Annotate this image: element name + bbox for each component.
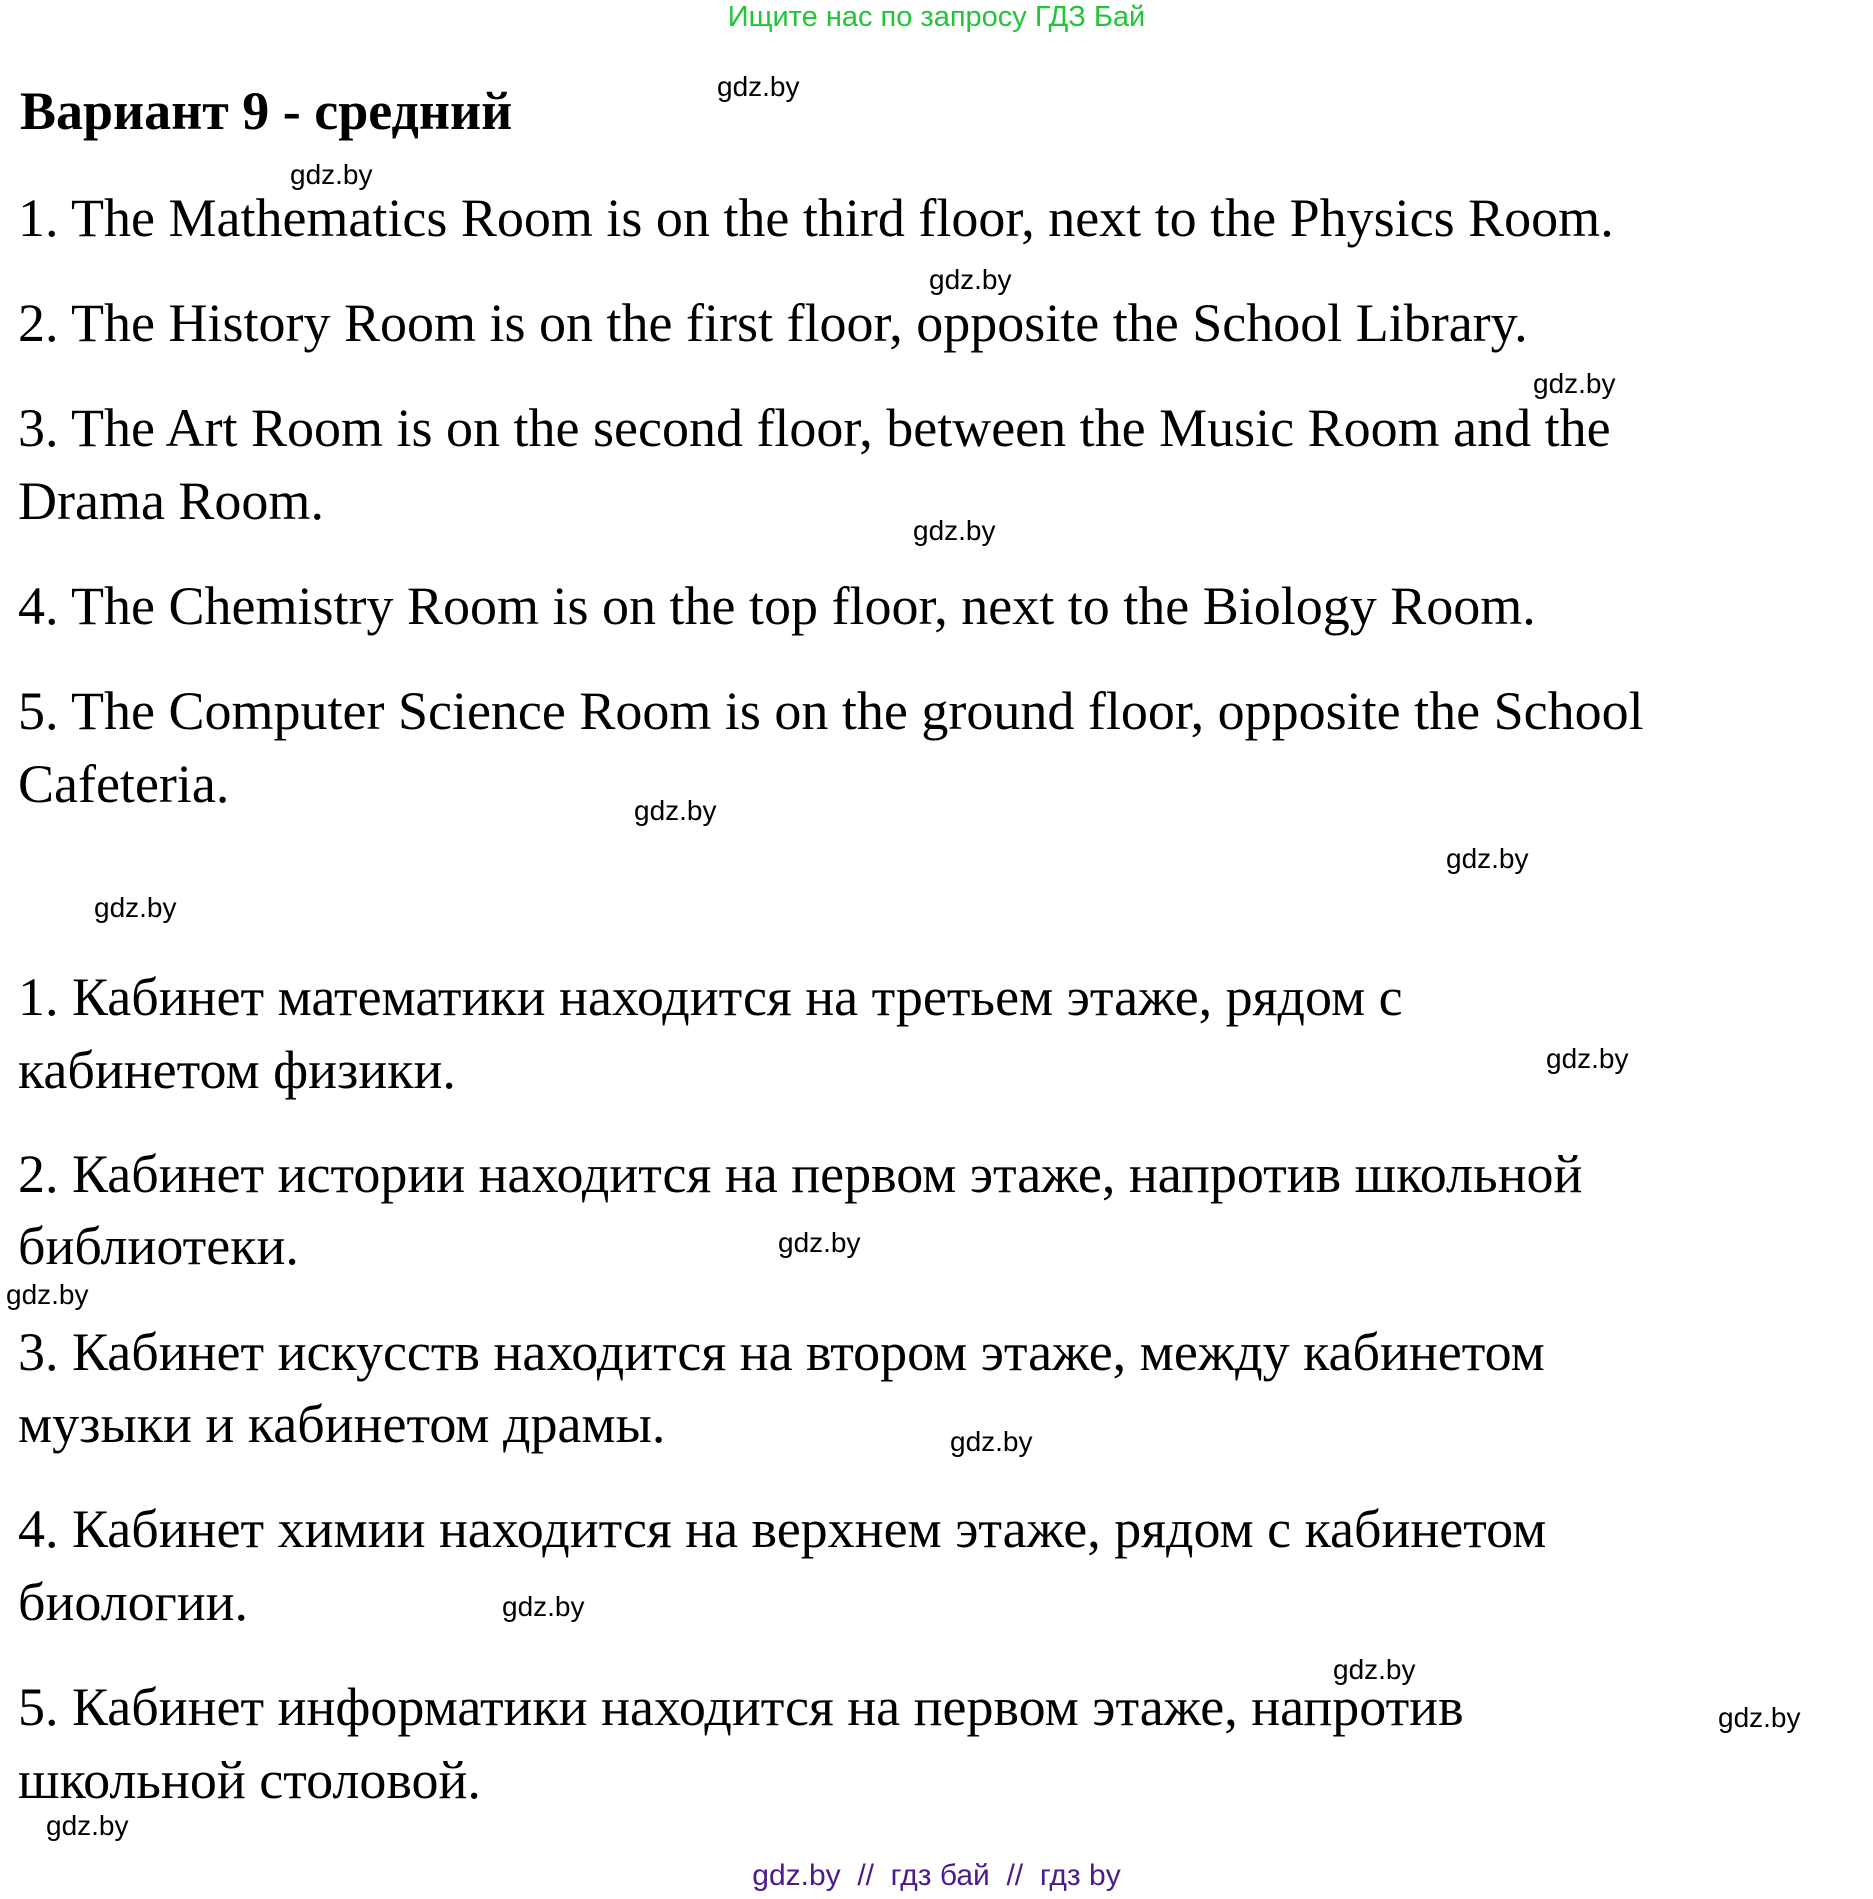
watermark: gdz.by: [46, 1810, 129, 1841]
page-title: Вариант 9 - средний: [20, 81, 513, 141]
watermark: gdz.by: [717, 71, 800, 102]
english-sentence-4: 4. The Chemistry Room is on the top floor, next to the Biology Room.: [18, 576, 1536, 636]
watermark: gdz.by: [778, 1227, 861, 1258]
watermark: gdz.by: [950, 1426, 1033, 1457]
russian-sentence-3: 3. Кабинет искусств находится на втором этаже, между кабинетом: [18, 1322, 1545, 1382]
russian-sentence-1-cont: кабинетом физики.: [18, 1040, 456, 1100]
english-sentence-5-cont: Cafeteria.: [18, 754, 230, 814]
watermark: gdz.by: [1546, 1043, 1629, 1074]
russian-sentence-5: 5. Кабинет информатики находится на первом этаже, напротив: [18, 1677, 1464, 1737]
english-sentence-5: 5. The Computer Science Room is on the ground floor, opposite the School: [18, 681, 1644, 741]
watermark: gdz.by: [290, 159, 373, 190]
russian-sentence-1: 1. Кабинет математики находится на третьем этаже, рядом с: [18, 967, 1403, 1027]
english-sentence-3: 3. The Art Room is on the second floor, between the Music Room and the: [18, 398, 1611, 458]
watermark: gdz.by: [1446, 843, 1529, 874]
russian-sentence-5-cont: школьной столовой.: [18, 1750, 481, 1810]
watermark: gdz.by: [634, 795, 717, 826]
watermark: gdz.by: [929, 264, 1012, 295]
english-sentence-1: 1. The Mathematics Room is on the third floor, next to the Physics Room.: [18, 188, 1614, 248]
russian-sentence-4: 4. Кабинет химии находится на верхнем этаже, рядом с кабинетом: [18, 1499, 1547, 1559]
watermark: gdz.by: [6, 1279, 89, 1310]
footer-links[interactable]: gdz.by // гдз бай // гдз by: [752, 1859, 1121, 1892]
watermark: gdz.by: [94, 892, 177, 923]
english-sentence-3-cont: Drama Room.: [18, 471, 324, 531]
russian-sentence-2: 2. Кабинет истории находится на первом этаже, напротив школьной: [18, 1144, 1583, 1204]
watermark: gdz.by: [1718, 1702, 1801, 1733]
russian-sentence-3-cont: музыки и кабинетом драмы.: [18, 1394, 666, 1454]
watermark: gdz.by: [502, 1591, 585, 1622]
watermark: gdz.by: [1333, 1654, 1416, 1685]
russian-sentence-2-cont: библиотеки.: [18, 1216, 299, 1276]
russian-sentence-4-cont: биологии.: [18, 1572, 249, 1632]
english-sentence-2: 2. The History Room is on the first floor, opposite the School Library.: [18, 293, 1528, 353]
watermark: gdz.by: [1533, 368, 1616, 399]
watermark: gdz.by: [913, 515, 996, 546]
search-banner: Ищите нас по запросу ГДЗ Бай: [727, 1, 1146, 33]
